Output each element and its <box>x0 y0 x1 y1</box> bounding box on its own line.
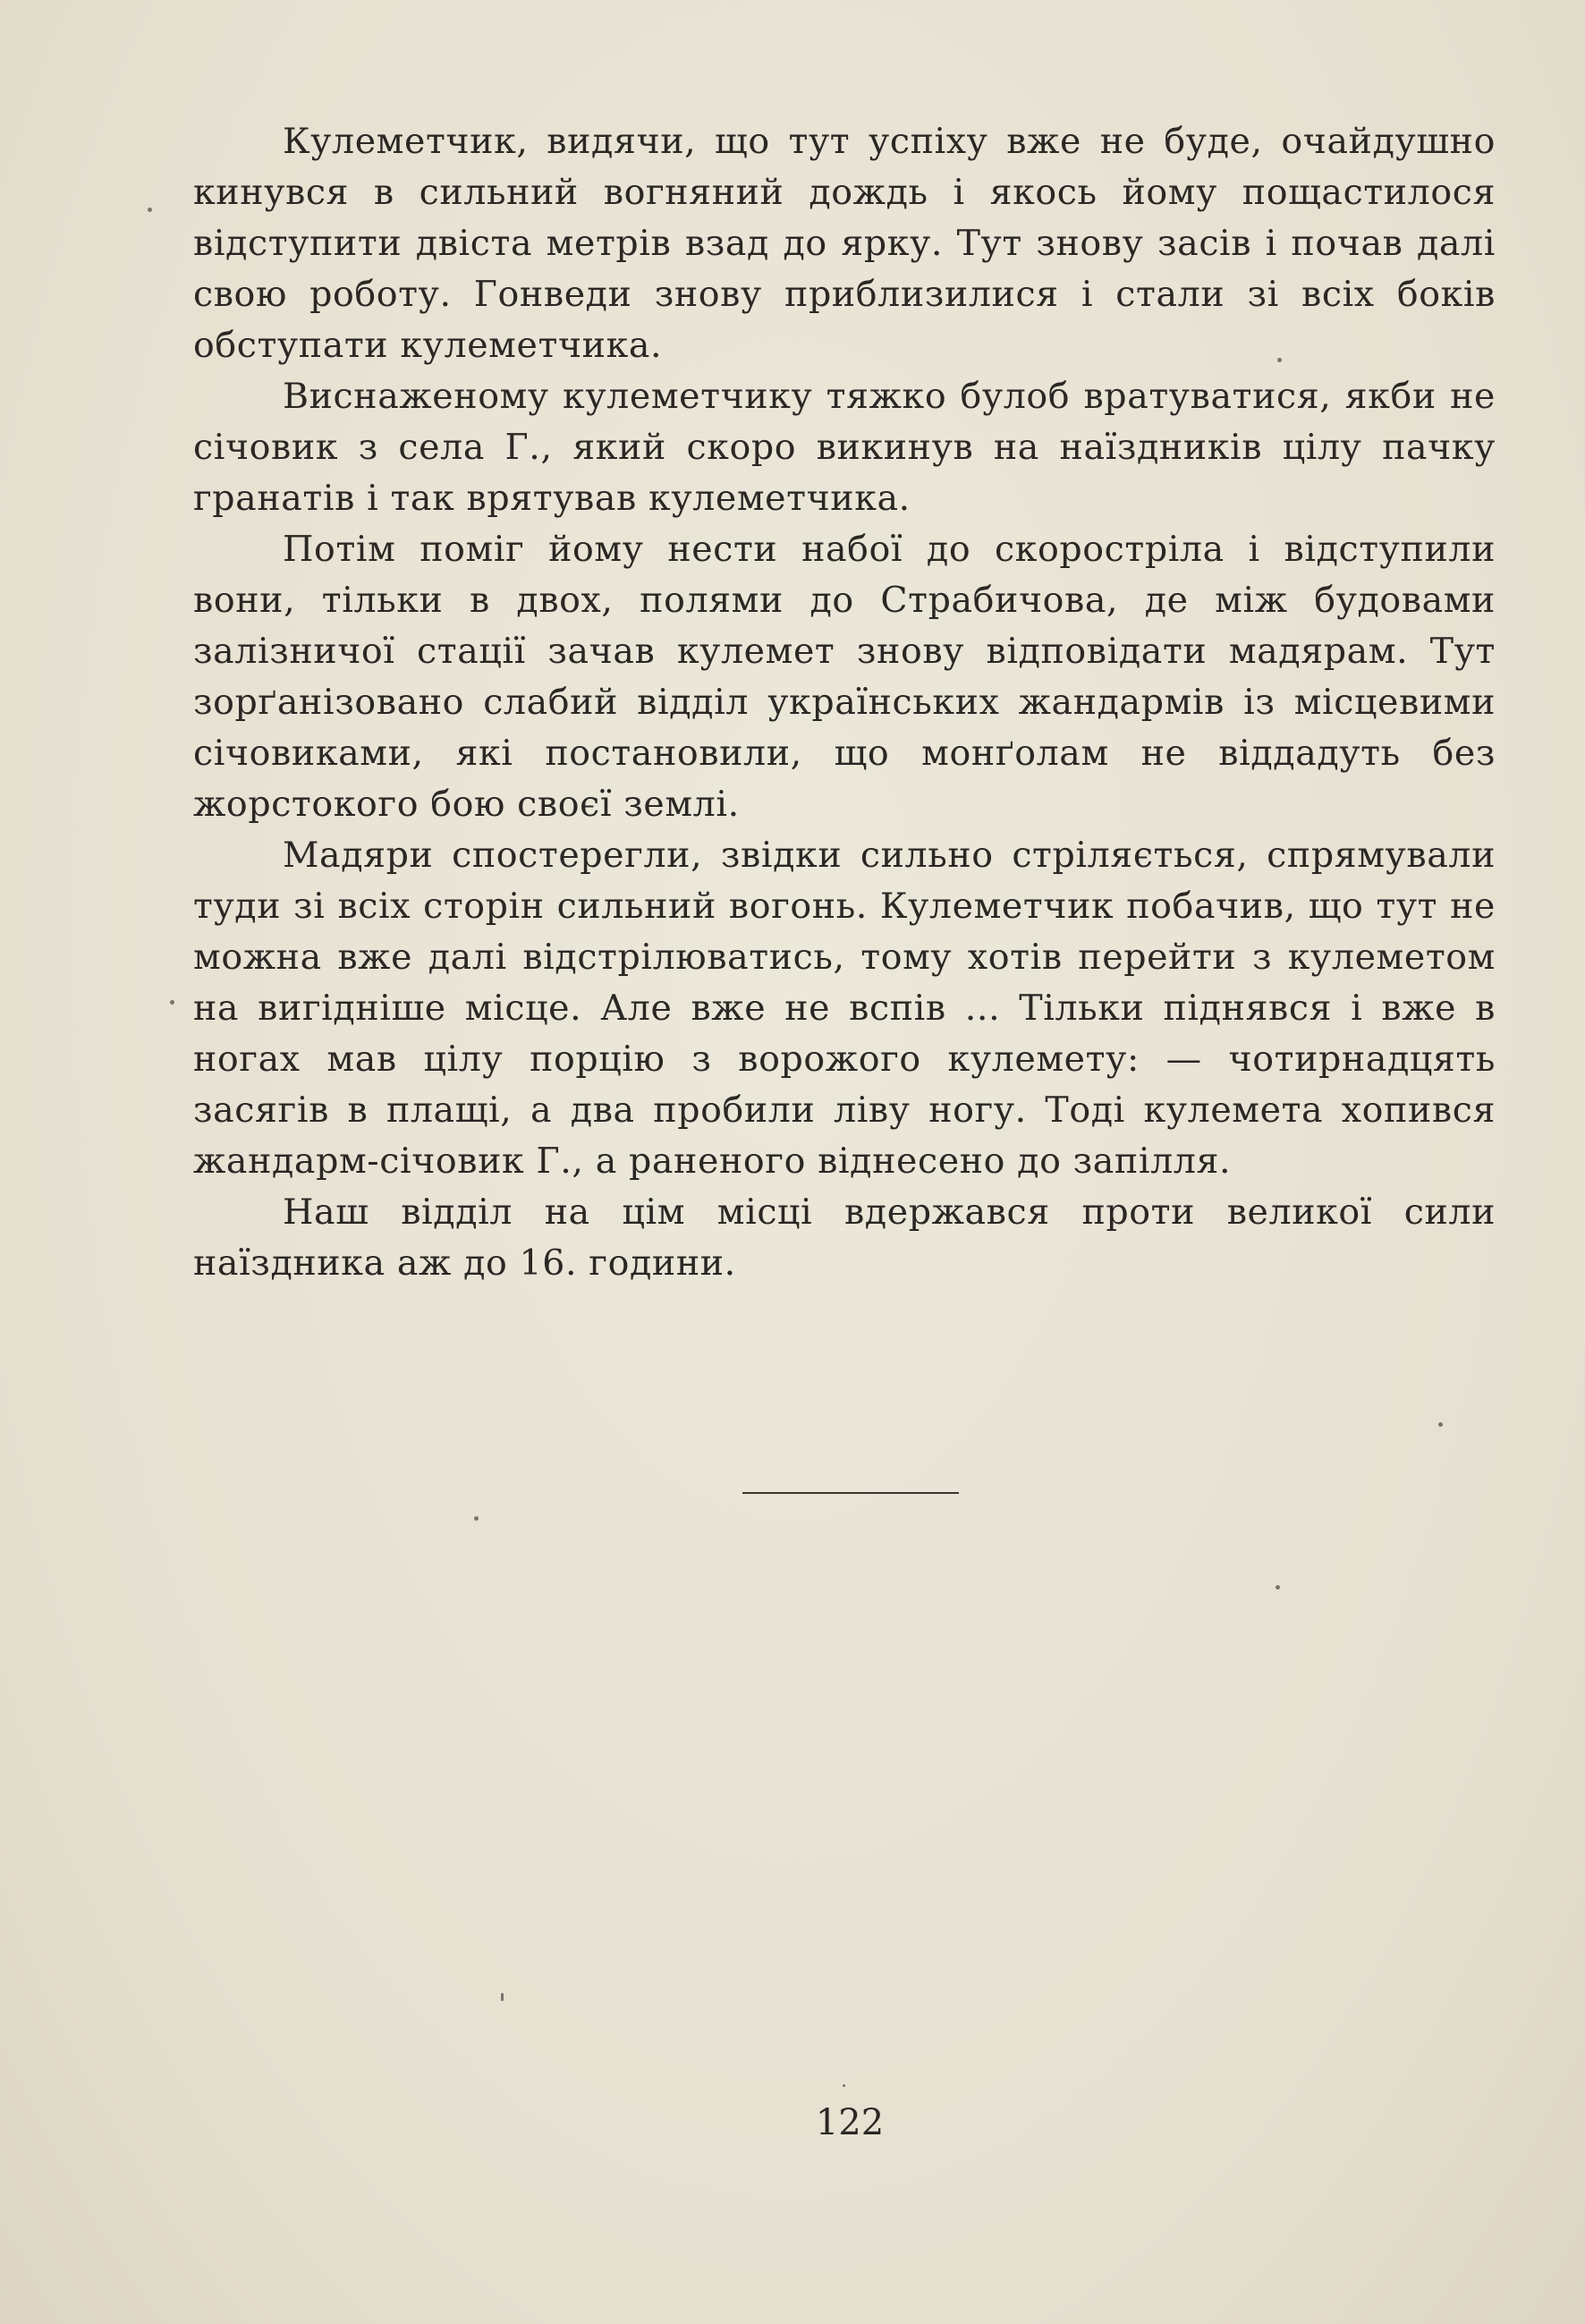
paragraph-5: Наш відділ на цім місці вдержався проти великої сили наїздника аж до 16. години. <box>193 1192 1496 1284</box>
paper-speck <box>148 208 152 212</box>
paper-speck <box>1438 1422 1443 1427</box>
section-divider <box>742 1492 959 1494</box>
paper-speck <box>1276 1585 1280 1590</box>
page-number: 122 <box>815 2102 885 2143</box>
paragraph-2: Виснаженому кулеметчику тяжко булоб вратуватися, якби не січовик з села Г., який скоро викинув на наїздників цілу пачку гранатів і так врятував кулеметчика. <box>193 376 1496 519</box>
paper-speck <box>843 2084 845 2087</box>
paper-speck <box>474 1516 479 1521</box>
paragraph-4: Мадяри спостерегли, звідки сильно стріляється, спрямували туди зі всіх сторін сильний вогонь. Кулеметчик побачив, що тут не можна вже далі відстрілюватись, тому хотів перейти з кулеметом на вигідніше місце. Але вже не вспів ... Тільки піднявся і вже в ногах мав цілу порцію з ворожого кулемету: — чотирнадцять засягів в плащі, а два пробили ліву ногу. Тоді кулемета хопився жандарм-січовик Г., а раненого віднесено до запілля. <box>193 835 1496 1182</box>
paper-speck <box>501 1993 504 2001</box>
body-text <box>193 116 1496 1289</box>
paragraph-1: Кулеметчик, видячи, що тут успіху вже не буде, очайдушно кинувся в сильний вогняний дождь і якось йому пощастилося відступити двіста метрів взад до ярку. Тут знову засів і почав далі свою роботу. Гонведи знову приблизилися і стали зі всіх боків обступати кулеметчика. <box>193 121 1496 366</box>
paper-speck <box>1277 358 1282 362</box>
paper-speck <box>170 1000 174 1005</box>
paragraph-3: Потім поміг йому нести набої до скорострілa і відступили вони, тільки в двох, полями до Страбичова, де між будовами залізничої стації зачав кулемет знову відповідати мадярам. Тут зорґанізовано слабий відділ українських жандармів із місцевими січовиками, які постановили, що монґолам не віддадуть без жорстокого бою своєї землі. <box>193 529 1496 825</box>
